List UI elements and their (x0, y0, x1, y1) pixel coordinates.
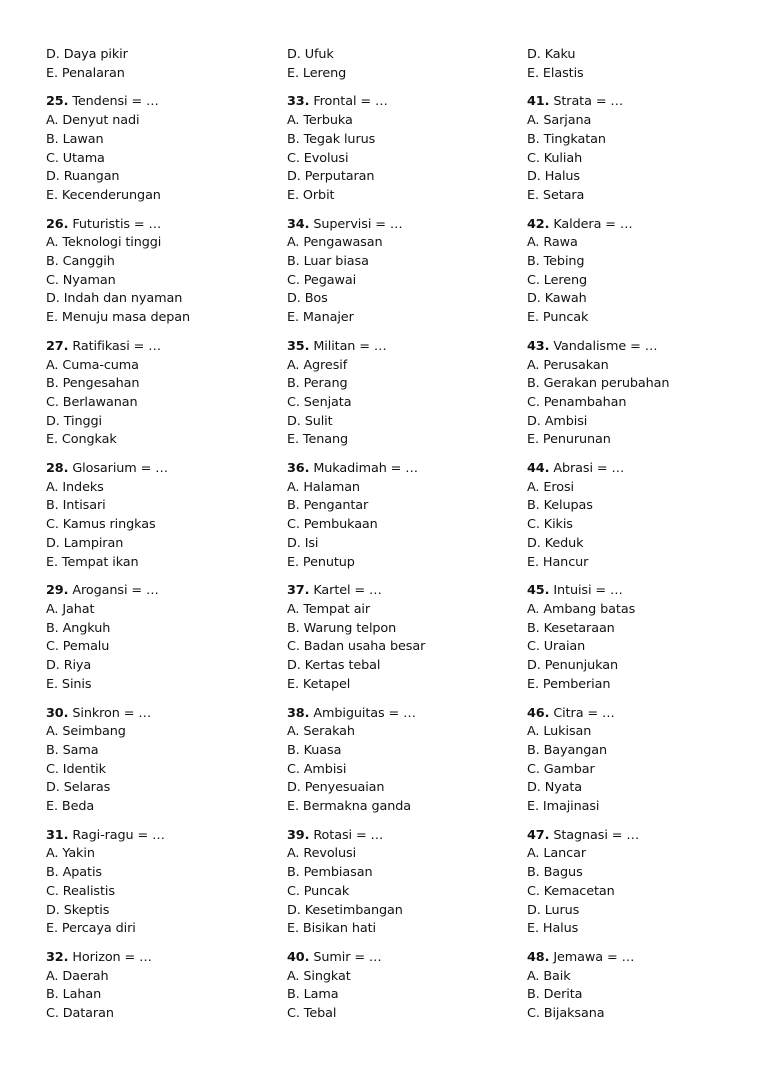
answer-option: D. Ambisi (527, 413, 588, 429)
question-number: 44. (527, 461, 550, 477)
question-number: 35. (287, 338, 310, 354)
question-line (46, 338, 276, 357)
question-number: 47. (527, 827, 550, 843)
answer-option: B. Lawan (46, 131, 104, 147)
question-line (46, 460, 276, 479)
question-number: 43. (527, 338, 550, 354)
question-text: Tendensi = … (72, 94, 159, 110)
question-number: 48. (527, 949, 550, 965)
question-text: Ratifikasi = … (72, 338, 161, 354)
answer-option: B. Kelupas (527, 498, 593, 514)
question-text: Intuisi = … (553, 583, 623, 599)
question-block (527, 216, 763, 328)
answer-option: D. Lurus (527, 902, 580, 918)
answer-option: B. Sama (46, 742, 99, 758)
question-block (527, 827, 763, 939)
answer-option: A. Lukisan (527, 724, 592, 740)
answer-option: C. Penambahan (527, 394, 627, 410)
answer-option: E. Halus (527, 921, 579, 937)
answer-option: C. Senjata (287, 394, 352, 410)
question-text: Jemawa = … (553, 949, 635, 965)
question-line (287, 949, 517, 968)
answer-option: D. Kertas tebal (287, 658, 381, 674)
answer-option: C. Ambisi (287, 761, 347, 777)
question-line (527, 93, 763, 112)
question-number: 25. (46, 94, 69, 110)
answer-option: C. Berlawanan (46, 394, 138, 410)
answer-option: A. Daerah (46, 968, 109, 984)
question-block (527, 460, 763, 572)
answer-option: E. Lereng (287, 65, 347, 81)
answer-option: D. Nyata (527, 780, 583, 796)
column-1 (46, 46, 276, 1034)
answer-option: B. Pengesahan (46, 376, 140, 392)
question-line (46, 216, 276, 235)
question-block (287, 93, 517, 205)
answer-option: E. Ketapel (287, 676, 351, 692)
answer-option: A. Yakin (46, 846, 95, 862)
question-number: 40. (287, 949, 310, 965)
answer-option: E. Bisikan hati (287, 921, 377, 937)
question-block (46, 460, 276, 572)
question-text: Futuristis = … (72, 216, 162, 232)
answer-option: D. Penyesuaian (287, 780, 385, 796)
answer-option: A. Indeks (46, 479, 104, 495)
question-block (527, 705, 763, 817)
question-text: Kaldera = … (553, 216, 633, 232)
answer-option: E. Penalaran (46, 65, 125, 81)
question-text: Citra = … (553, 705, 615, 721)
answer-option: D. Bos (287, 291, 328, 307)
answer-option: E. Congkak (46, 432, 117, 448)
column-2 (287, 46, 517, 1034)
answer-option: A. Pengawasan (287, 235, 383, 251)
answer-option: C. Dataran (46, 1006, 114, 1022)
answer-option: C. Badan usaha besar (287, 639, 426, 655)
question-block (46, 93, 276, 205)
question-text: Frontal = … (313, 94, 388, 110)
answer-option: D. Tinggi (46, 413, 102, 429)
answer-option: D. Indah dan nyaman (46, 291, 183, 307)
answer-option: E. Hancur (527, 554, 589, 570)
answer-option: A. Seimbang (46, 724, 126, 740)
answer-option: D. Sulit (287, 413, 333, 429)
question-block (46, 216, 276, 328)
answer-option: C. Bijaksana (527, 1006, 605, 1022)
question-text: Strata = … (553, 94, 624, 110)
answer-option: A. Sarjana (527, 113, 592, 129)
answer-option: E. Penutup (287, 554, 355, 570)
answer-option: B. Apatis (46, 865, 102, 881)
question-line (527, 705, 763, 724)
answer-option: C. Kuliah (527, 150, 583, 166)
question-block (527, 949, 763, 1024)
question-line (287, 705, 517, 724)
question-text: Horizon = … (72, 949, 152, 965)
question-text: Ambiguitas = … (313, 705, 416, 721)
answer-option: E. Penurunan (527, 432, 611, 448)
answer-option: B. Kesetaraan (527, 620, 615, 636)
answer-option: C. Tebal (287, 1006, 337, 1022)
answer-option: E. Puncak (527, 310, 589, 326)
question-number: 34. (287, 216, 310, 232)
answer-option: D. Daya pikir (46, 47, 128, 62)
answer-option: D. Lampiran (46, 535, 124, 551)
answer-option: B. Lahan (46, 987, 102, 1003)
answer-option: D. Skeptis (46, 902, 110, 918)
answer-option: E. Percaya diri (46, 921, 136, 937)
answer-option: A. Rawa (527, 235, 578, 251)
question-number: 46. (527, 705, 550, 721)
answer-option: D. Isi (287, 535, 319, 551)
question-block (287, 460, 517, 572)
answer-option: B. Derita (527, 987, 583, 1003)
answer-option: E. Beda (46, 799, 95, 815)
answer-option: E. Elastis (527, 65, 584, 81)
answer-option: C. Kemacetan (527, 883, 615, 899)
answer-option: C. Gambar (527, 761, 595, 777)
answer-option: E. Manajer (287, 310, 354, 326)
question-text: Abrasi = … (553, 461, 625, 477)
question-number: 31. (46, 827, 69, 843)
answer-option: A. Erosi (527, 479, 574, 495)
answer-option: C. Pegawai (287, 272, 357, 288)
question-line (287, 93, 517, 112)
answer-option: C. Kamus ringkas (46, 517, 156, 533)
continued-options (287, 46, 517, 83)
answer-option: A. Teknologi tinggi (46, 235, 162, 251)
question-number: 28. (46, 461, 69, 477)
answer-option: A. Tempat air (287, 601, 371, 617)
column-3 (527, 46, 763, 1034)
answer-option: A. Agresif (287, 357, 348, 373)
question-number: 41. (527, 94, 550, 110)
answer-option: A. Serakah (287, 724, 355, 740)
question-block (46, 949, 276, 1024)
question-text: Ragi-ragu = … (72, 827, 165, 843)
answer-option: A. Revolusi (287, 846, 357, 862)
answer-option: A. Ambang batas (527, 601, 636, 617)
answer-option: C. Puncak (287, 883, 350, 899)
question-number: 27. (46, 338, 69, 354)
answer-option: D. Halus (527, 169, 580, 185)
answer-option: B. Luar biasa (287, 254, 369, 270)
answer-option: E. Imajinasi (527, 799, 600, 815)
question-line (527, 216, 763, 235)
question-text: Arogansi = … (72, 583, 159, 599)
answer-option: B. Tebing (527, 254, 585, 270)
answer-option: D. Penunjukan (527, 658, 618, 674)
answer-option: E. Pemberian (527, 676, 611, 692)
question-block (46, 582, 276, 694)
question-line (527, 460, 763, 479)
question-line (46, 705, 276, 724)
answer-option: C. Nyaman (46, 272, 116, 288)
answer-option: E. Orbit (287, 187, 335, 203)
answer-option: D. Selaras (46, 780, 111, 796)
question-line (527, 827, 763, 846)
question-number: 37. (287, 583, 310, 599)
question-block (287, 949, 517, 1024)
answer-option: D. Keduk (527, 535, 584, 551)
answer-option: A. Baik (527, 968, 571, 984)
answer-option: D. Kesetimbangan (287, 902, 403, 918)
answer-option: B. Warung telpon (287, 620, 397, 636)
continued-options (527, 46, 763, 83)
answer-option: E. Menuju masa depan (46, 310, 191, 326)
question-block (46, 338, 276, 450)
question-text: Stagnasi = … (553, 827, 640, 843)
answer-option: A. Singkat (287, 968, 351, 984)
question-line (46, 949, 276, 968)
answer-option: B. Bagus (527, 865, 583, 881)
question-block (46, 705, 276, 817)
question-block (287, 338, 517, 450)
question-block (527, 582, 763, 694)
question-block (527, 93, 763, 205)
question-line (527, 338, 763, 357)
answer-option: B. Bayangan (527, 742, 608, 758)
question-line (46, 582, 276, 601)
question-number: 39. (287, 827, 310, 843)
question-text: Vandalisme = … (553, 338, 658, 354)
question-line (287, 460, 517, 479)
question-text: Rotasi = … (313, 827, 384, 843)
answer-option: A. Jahat (46, 601, 95, 617)
question-text: Glosarium = … (72, 461, 168, 477)
question-number: 42. (527, 216, 550, 232)
question-line (287, 216, 517, 235)
answer-option: B. Canggih (46, 254, 115, 270)
answer-option: C. Utama (46, 150, 105, 166)
question-block (46, 827, 276, 939)
answer-option: A. Halaman (287, 479, 360, 495)
answer-option: B. Kuasa (287, 742, 342, 758)
question-line (46, 827, 276, 846)
answer-option: B. Pembiasan (287, 865, 373, 881)
question-number: 29. (46, 583, 69, 599)
answer-option: B. Pengantar (287, 498, 369, 514)
answer-option: E. Kecenderungan (46, 187, 161, 203)
question-number: 45. (527, 583, 550, 599)
question-line (287, 827, 517, 846)
question-number: 33. (287, 94, 310, 110)
question-number: 32. (46, 949, 69, 965)
question-block (287, 582, 517, 694)
question-text: Militan = … (313, 338, 387, 354)
answer-option: B. Gerakan perubahan (527, 376, 670, 392)
answer-option: E. Tenang (287, 432, 349, 448)
question-text: Mukadimah = … (313, 461, 418, 477)
question-number: 26. (46, 216, 69, 232)
question-block (287, 827, 517, 939)
question-number: 36. (287, 461, 310, 477)
answer-option: C. Pembukaan (287, 517, 378, 533)
answer-option: D. Perputaran (287, 169, 375, 185)
answer-option: B. Tegak lurus (287, 131, 376, 147)
answer-option: D. Riya (46, 658, 92, 674)
question-block (287, 705, 517, 817)
answer-option: A. Terbuka (287, 113, 353, 129)
question-line (527, 949, 763, 968)
answer-option: E. Tempat ikan (46, 554, 139, 570)
question-line (527, 582, 763, 601)
answer-option: B. Lama (287, 987, 339, 1003)
answer-option: B. Tingkatan (527, 131, 606, 147)
answer-option: E. Setara (527, 187, 585, 203)
answer-option: C. Uraian (527, 639, 586, 655)
answer-option: B. Angkuh (46, 620, 111, 636)
answer-option: C. Identik (46, 761, 106, 777)
question-text: Kartel = … (313, 583, 382, 599)
answer-option: C. Evolusi (287, 150, 349, 166)
answer-option: D. Ruangan (46, 169, 120, 185)
answer-option: A. Cuma-cuma (46, 357, 139, 373)
answer-option: A. Lancar (527, 846, 586, 862)
question-block (527, 338, 763, 450)
question-line (287, 582, 517, 601)
answer-option: A. Denyut nadi (46, 113, 140, 129)
answer-option: E. Bermakna ganda (287, 799, 411, 815)
answer-option: C. Lereng (527, 272, 588, 288)
answer-option: C. Kikis (527, 517, 573, 533)
question-line (287, 338, 517, 357)
answer-option: D. Ufuk (287, 47, 334, 62)
answer-option: E. Sinis (46, 676, 92, 692)
answer-option: C. Pemalu (46, 639, 110, 655)
answer-option: A. Perusakan (527, 357, 609, 373)
answer-option: B. Intisari (46, 498, 106, 514)
question-block (287, 216, 517, 328)
question-text: Sumir = … (313, 949, 382, 965)
answer-option: D. Kaku (527, 47, 576, 62)
question-text: Sinkron = … (72, 705, 152, 721)
question-line (46, 93, 276, 112)
answer-option: D. Kawah (527, 291, 587, 307)
answer-option: B. Perang (287, 376, 348, 392)
question-text: Supervisi = … (313, 216, 403, 232)
question-number: 30. (46, 705, 69, 721)
answer-option: C. Realistis (46, 883, 115, 899)
question-number: 38. (287, 705, 310, 721)
continued-options (46, 46, 276, 83)
